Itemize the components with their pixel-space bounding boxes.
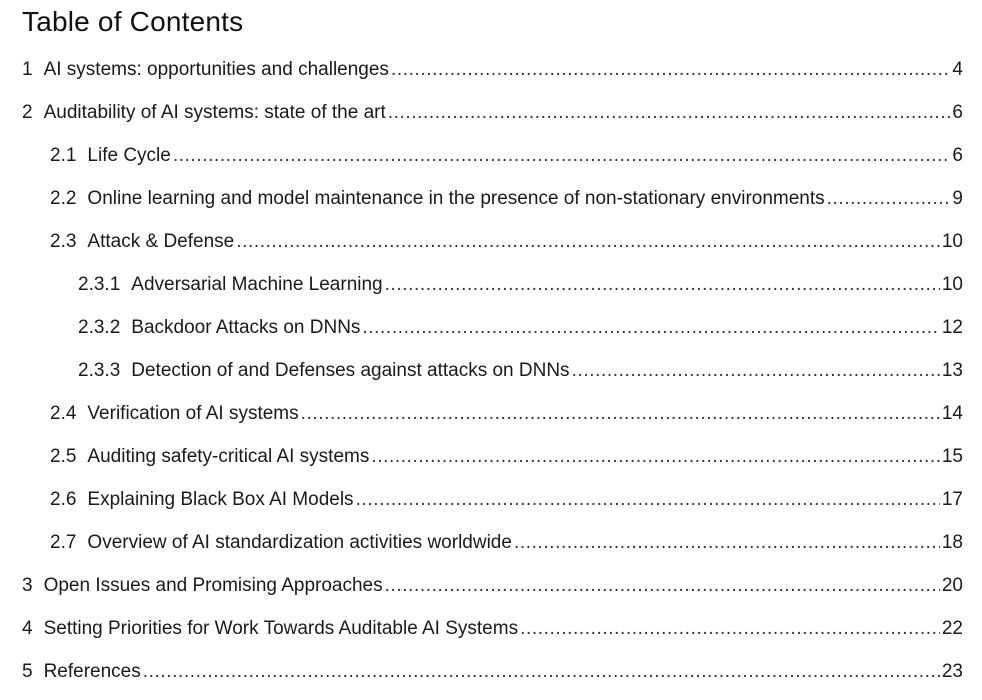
dot-leader — [236, 220, 940, 263]
dot-leader — [173, 134, 951, 177]
toc-page-number: 18 — [941, 532, 963, 553]
toc-number: 2.3.1 — [78, 274, 121, 295]
toc-page-number: 4 — [952, 59, 963, 80]
toc-title: Backdoor Attacks on DNNs — [131, 317, 361, 338]
toc-page-number: 12 — [941, 317, 963, 338]
toc-number: 2.4 — [50, 403, 77, 424]
dot-leader — [385, 564, 940, 607]
toc-entry-2-5[interactable] — [0, 435, 982, 478]
toc-page-number: 6 — [952, 145, 963, 166]
toc-number: 3 — [22, 575, 33, 596]
toc-number: 5 — [22, 661, 33, 682]
dot-leader — [143, 650, 940, 693]
toc-entry-2-6[interactable] — [0, 478, 982, 521]
toc-page-number: 10 — [941, 231, 963, 252]
toc-page-number: 15 — [941, 446, 963, 467]
dot-leader — [362, 306, 939, 349]
dot-leader — [572, 349, 940, 392]
dot-leader — [391, 48, 950, 91]
toc-entry-2-1[interactable] — [0, 134, 982, 177]
toc-number: 2.2 — [50, 188, 77, 209]
toc-page-number: 20 — [941, 575, 963, 596]
dot-leader — [385, 263, 940, 306]
toc-page-number: 13 — [941, 360, 963, 381]
toc-entry-2-3-3[interactable] — [0, 349, 982, 392]
dot-leader — [827, 177, 951, 220]
toc-title: Attack & Defense — [87, 231, 235, 252]
toc-title: Verification of AI systems — [87, 403, 299, 424]
toc-number: 2.3.3 — [78, 360, 121, 381]
toc-title: Auditing safety-critical AI systems — [87, 446, 370, 467]
toc-title: Overview of AI standardization activities worldwide — [87, 532, 512, 553]
toc-page-number: 17 — [941, 489, 963, 510]
toc-entry-5[interactable] — [0, 650, 982, 693]
toc-number: 2 — [22, 102, 33, 123]
toc-page-number: 14 — [941, 403, 963, 424]
toc-entry-3[interactable] — [0, 564, 982, 607]
toc-page-number: 22 — [941, 618, 963, 639]
dot-leader — [371, 435, 940, 478]
toc-page-number: 6 — [952, 102, 963, 123]
toc-entry-2[interactable] — [0, 91, 982, 134]
toc-title: Adversarial Machine Learning — [131, 274, 383, 295]
toc-number: 2.6 — [50, 489, 77, 510]
page-title: Table of Contents — [22, 6, 244, 37]
dot-leader — [356, 478, 940, 521]
toc-title: References — [43, 661, 141, 682]
toc-number: 2.7 — [50, 532, 77, 553]
toc-title: Setting Priorities for Work Towards Auditable AI Systems — [43, 618, 519, 639]
toc-number: 1 — [22, 59, 33, 80]
toc-number: 2.1 — [50, 145, 77, 166]
dot-leader — [520, 607, 940, 650]
toc-number: 2.3.2 — [78, 317, 121, 338]
toc-title: Online learning and model maintenance in the presence of non-stationary environments — [87, 188, 825, 209]
toc-list — [0, 48, 982, 693]
toc-title: AI systems: opportunities and challenges — [43, 59, 389, 80]
toc-entry-2-4[interactable] — [0, 392, 982, 435]
dot-leader — [301, 392, 940, 435]
toc-title: Explaining Black Box AI Models — [87, 489, 354, 510]
toc-title: Auditability of AI systems: state of the art — [43, 102, 386, 123]
toc-entry-1[interactable] — [0, 48, 982, 91]
toc-entry-2-7[interactable] — [0, 521, 982, 564]
toc-entry-2-3-1[interactable] — [0, 263, 982, 306]
toc-page-number: 10 — [941, 274, 963, 295]
toc-page-number: 9 — [952, 188, 963, 209]
toc-entry-4[interactable] — [0, 607, 982, 650]
toc-number: 2.5 — [50, 446, 77, 467]
toc-title: Open Issues and Promising Approaches — [43, 575, 383, 596]
dot-leader — [514, 521, 940, 564]
toc-title: Detection of and Defenses against attacks on DNNs — [131, 360, 570, 381]
toc-page-number: 23 — [941, 661, 963, 682]
dot-leader — [388, 91, 951, 134]
toc-entry-2-3[interactable] — [0, 220, 982, 263]
toc-title: Life Cycle — [87, 145, 171, 166]
toc-entry-2-3-2[interactable] — [0, 306, 982, 349]
toc-number: 4 — [22, 618, 33, 639]
toc-number: 2.3 — [50, 231, 77, 252]
toc-entry-2-2[interactable] — [0, 177, 982, 220]
